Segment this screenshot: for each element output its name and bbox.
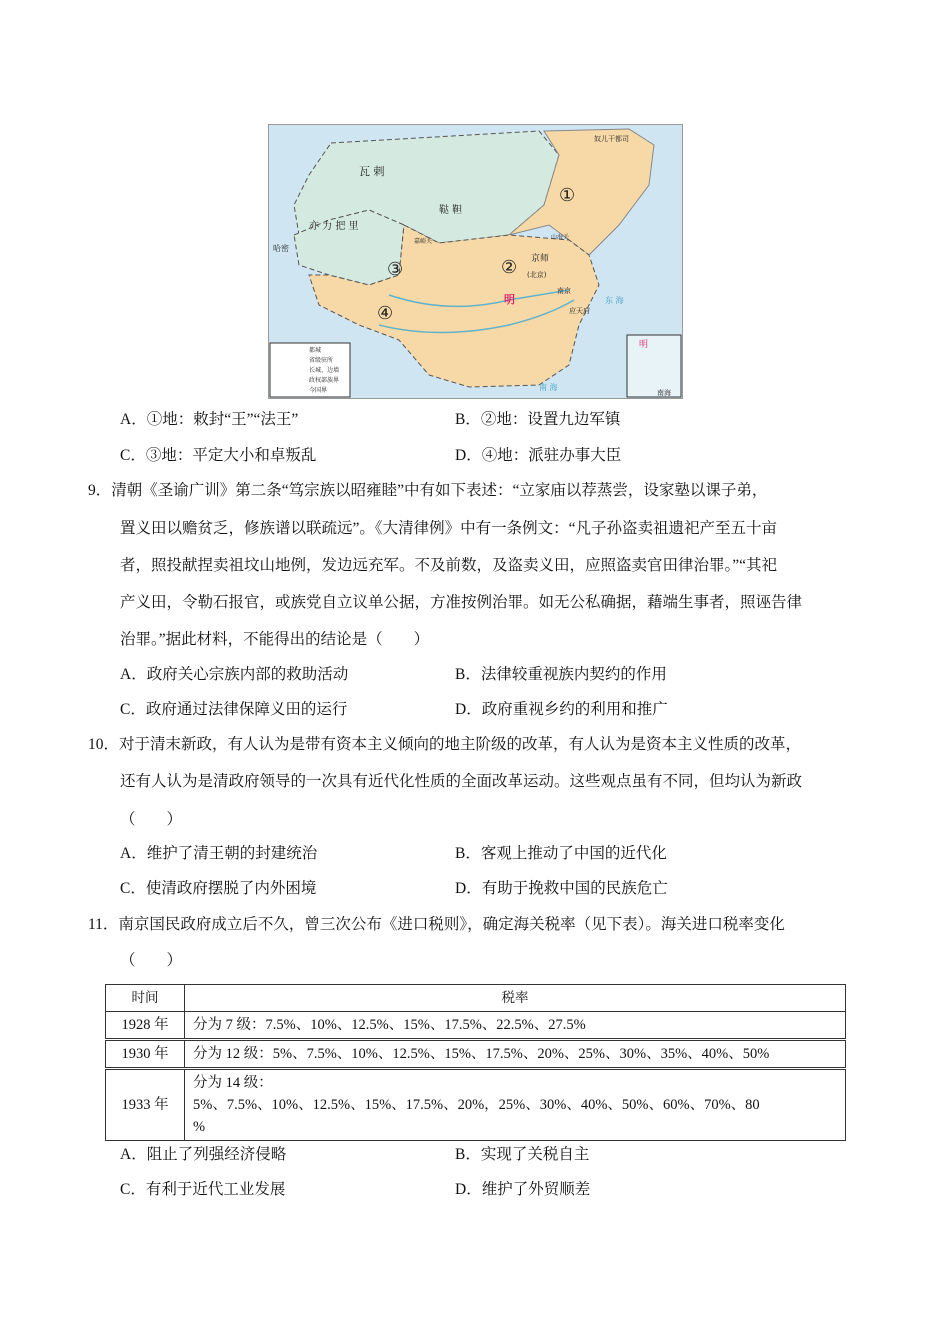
q8-option-b[interactable]: B．②地：设置九边军镇 xyxy=(455,411,621,428)
map-label: 奴儿干都司 xyxy=(594,135,629,143)
rate-line: % xyxy=(193,1119,206,1135)
rate-cell: 分为 12 级：5%、7.5%、10%、12.5%、15%、17.5%、20%、25%、30%、35%、40%、50% xyxy=(185,1040,846,1069)
map-label: 嘉峪关 xyxy=(414,238,433,245)
q9-stem-line: 产义田，令勒石报官，或族党自立议单公据，方准按例治罪。如无公私确据，藉端生事者，照诬告律 xyxy=(120,594,803,611)
table-header-row xyxy=(106,985,846,1012)
legend-item: 长城、边墙 xyxy=(309,367,340,374)
q10-option-c[interactable]: C．使清政府摆脱了内外困境 xyxy=(120,880,317,897)
q11-table-and-options xyxy=(105,984,846,1215)
map-label: 南京 xyxy=(557,287,571,295)
q10-stem-line: 还有人认为是清政府领导的一次具有近代化性质的全面改革运动。这些观点虽有不同，但均认为新政 xyxy=(120,773,803,790)
q9-option-b[interactable]: B．法律较重视族内契约的作用 xyxy=(455,666,667,683)
year-cell: 1930 年 xyxy=(106,1040,185,1069)
legend-item: 政权部族界 xyxy=(309,377,340,384)
q11-stem-line: （ ） xyxy=(120,952,183,969)
q9-option-a[interactable]: A．政府关心宗族内部的救助活动 xyxy=(120,666,349,683)
map-marker-4: ④ xyxy=(377,303,394,324)
q10-option-d[interactable]: D．有助于挽救中国的民族危亡 xyxy=(455,880,668,897)
legend-item: 省级驻所 xyxy=(309,357,334,364)
map-marker-1: ① xyxy=(559,185,576,206)
q9-option-c[interactable]: C．政府通过法律保障义田的运行 xyxy=(120,701,348,718)
q9-stem-line: 治罪。”据此材料，不能得出的结论是（ ） xyxy=(120,631,430,648)
year-cell: 1928 年 xyxy=(106,1012,185,1040)
map-graphic xyxy=(269,125,682,398)
q10-option-a[interactable]: A．维护了清王朝的封建统治 xyxy=(120,845,318,862)
table-row xyxy=(106,1040,846,1069)
q9-option-d[interactable]: D．政府重视乡约的利用和推广 xyxy=(455,701,668,718)
q9-stem-line: 9．清朝《圣谕广训》第二条“笃宗族以昭雍睦”中有如下表述：“立家庙以荐蒸尝，设家塾以课子弟， xyxy=(88,482,768,499)
map-label: 山海关 xyxy=(551,234,570,241)
map-label: 明 xyxy=(504,293,515,306)
q11-option-c[interactable]: C．有利于近代工业发展 xyxy=(120,1181,286,1198)
q8-option-d[interactable]: D．④地：派驻办事大臣 xyxy=(455,447,622,464)
q11-options xyxy=(105,1145,846,1215)
map-label: (北京) xyxy=(527,271,547,279)
table-row xyxy=(106,1069,846,1141)
q10-stem-line: 10．对于清末新政，有人认为是带有资本主义倾向的地主阶级的改革，有人认为是资本主义性质的改革， xyxy=(88,736,802,753)
map-label: 鞑 靼 xyxy=(439,205,463,216)
rate-cell xyxy=(185,1069,846,1141)
q8-option-c[interactable]: C．③地：平定大小和卓叛乱 xyxy=(120,447,317,464)
rate-cell: 分为 7 级：7.5%、10%、12.5%、15%、17.5%、22.5%、27.5% xyxy=(185,1012,846,1040)
ming-dynasty-map xyxy=(268,124,683,399)
map-marker-3: ③ xyxy=(387,259,404,280)
q10-option-b[interactable]: B．客观上推动了中国的近代化 xyxy=(455,845,667,862)
q10-stem-line: （ ） xyxy=(120,811,183,828)
map-label: 哈密 xyxy=(273,244,289,253)
map-label: 应天府 xyxy=(569,307,590,315)
map-marker-2: ② xyxy=(501,257,518,278)
table-row xyxy=(106,1012,846,1040)
q8-option-a[interactable]: A．①地：敕封“王”“法王” xyxy=(120,411,299,428)
header-rate: 税率 xyxy=(185,985,846,1012)
year-cell: 1933 年 xyxy=(106,1069,185,1141)
map-label: 东 海 xyxy=(605,296,624,305)
q11-option-b[interactable]: B．实现了关税自主 xyxy=(455,1146,590,1163)
map-label: 南海 xyxy=(657,389,671,397)
legend-item: 今国界 xyxy=(309,387,328,394)
map-label: 亦 力 把 里 xyxy=(309,221,359,232)
q9-stem-line: 置义田以赡贫乏，修族谱以联疏远”。《大清律例》中有一条例文：“凡子孙盗卖祖遗祀产至五十亩 xyxy=(120,520,778,537)
rate-line: 5%、7.5%、10%、12.5%、15%、17.5%、20%，25%、30%、40%、50%、60%、70%、80 xyxy=(193,1097,760,1113)
q11-option-d[interactable]: D．维护了外贸顺差 xyxy=(455,1181,591,1198)
legend-item: 都城 xyxy=(309,347,322,354)
map-label: 南 海 xyxy=(539,383,558,392)
q11-option-a[interactable]: A．阻止了列强经济侵略 xyxy=(120,1146,287,1163)
q11-stem-line: 11．南京国民政府成立后不久，曾三次公布《进口税则》，确定海关税率（见下表）。海关进口税率变化 xyxy=(88,916,785,933)
header-time: 时间 xyxy=(106,985,185,1012)
map-label: 京师 xyxy=(531,254,550,264)
tariff-table xyxy=(105,984,846,1141)
rate-line: 分为 14 级： xyxy=(193,1075,273,1091)
map-label: 瓦 剌 xyxy=(359,165,385,178)
q9-stem-line: 者，照投献捏卖祖坟山地例，发边远充军。不及前数，及盗卖义田，应照盗卖官田律治罪。”“其祀 xyxy=(120,557,778,574)
map-label: 明 xyxy=(639,340,649,350)
